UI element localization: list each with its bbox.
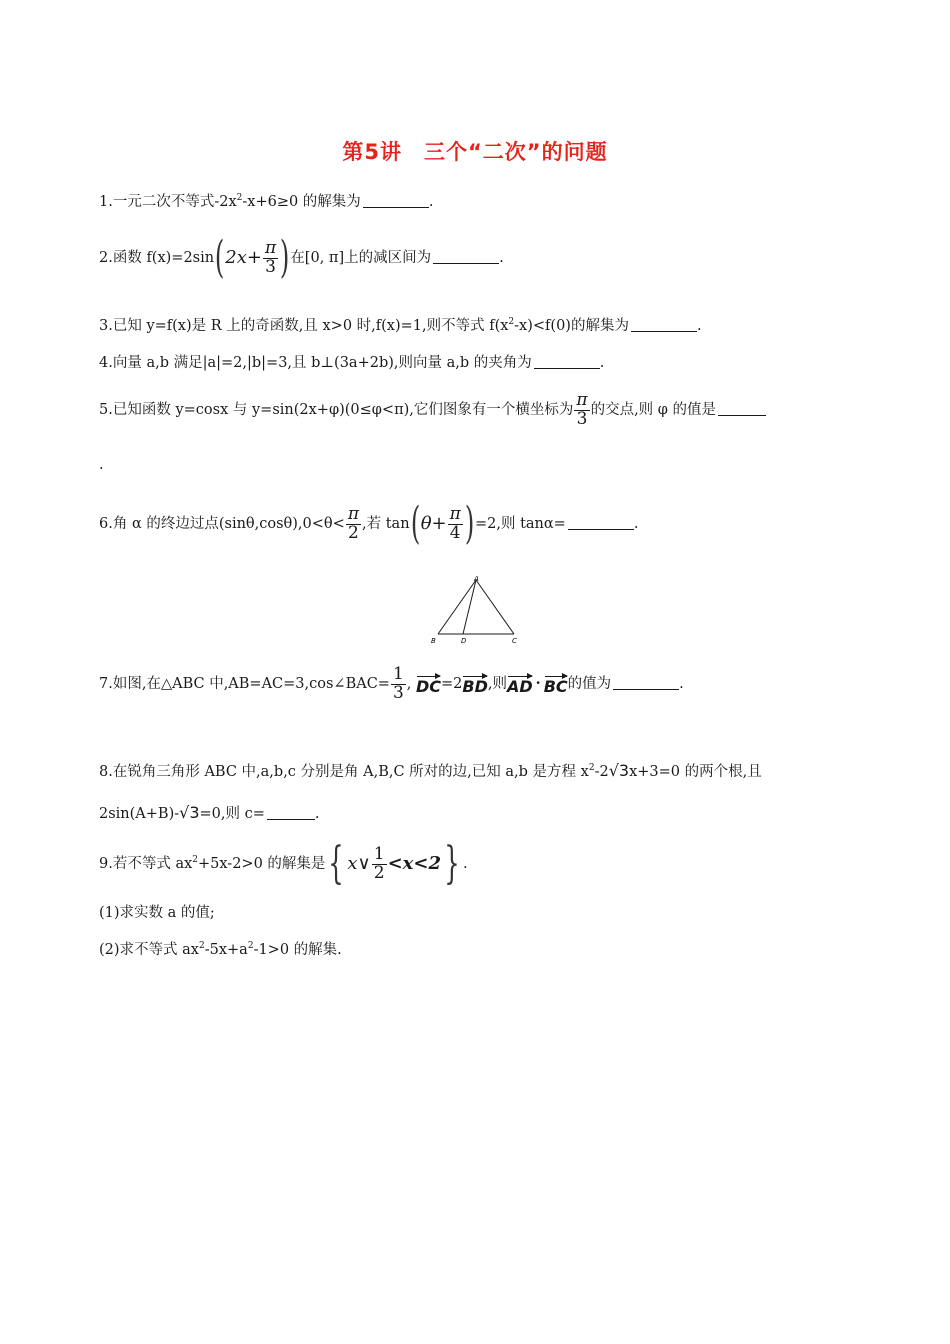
q6-text: 6.角 α 的终边过点(sinθ,cosθ),0<θ<	[99, 515, 345, 532]
q3-period: .	[696, 318, 702, 334]
question-5	[99, 392, 766, 429]
question-4	[99, 356, 604, 371]
frac-den: 3	[576, 408, 588, 429]
q5-fraction	[574, 392, 589, 429]
q1-period: .	[428, 194, 434, 210]
label-b: B	[431, 637, 436, 645]
q1-text-post: -x+6≥0 的解集为	[242, 194, 361, 210]
q7-text-post: 的值为	[567, 676, 612, 693]
question-2	[99, 232, 504, 283]
q9-part-2-exponent-2: 2	[247, 941, 254, 951]
q3-text: 3.已知 y=f(x)是 R 上的奇函数,且 x>0 时,f(x)=1,则不等式 f(x	[99, 318, 509, 334]
answer-blank-3[interactable]	[631, 319, 697, 332]
q3-text-post: -x)<f(0)的解集为	[514, 318, 629, 334]
q9-exponent: 2	[192, 855, 198, 865]
answer-blank-1[interactable]	[363, 195, 429, 208]
right-paren: )	[280, 232, 290, 283]
sqrt-three: √3	[608, 761, 630, 780]
q8-exponent: 2	[588, 763, 595, 773]
q9-period: .	[462, 855, 468, 872]
question-7	[99, 666, 684, 703]
q9-part-2-exponent-1: 2	[198, 941, 205, 951]
q9-text-post: +5x-2>0 的解集是	[198, 855, 326, 872]
answer-blank-2[interactable]	[433, 251, 499, 264]
frac-num: 1	[392, 664, 404, 684]
q8-text-line2: 2sin(A+B)-	[99, 806, 180, 822]
q9-fraction	[372, 843, 387, 883]
q4-text: 4.向量 a,b 满足|a|=2,|b|=3,且 b⊥(3a+2b),则向量 a,b 的夹角为	[99, 355, 532, 371]
page-title: 第5讲 三个“二次”的问题	[342, 140, 608, 164]
q2-inner: 2x+	[225, 247, 262, 268]
label-d: D	[461, 637, 467, 645]
q9-part-2-mid: -5x+a	[204, 942, 248, 958]
q9-set-b: <x<2	[387, 853, 441, 874]
label-a: A	[474, 575, 479, 583]
q8-period: .	[314, 806, 320, 822]
q6-inner: θ+	[420, 513, 447, 534]
triangle-figure	[428, 574, 520, 646]
vector-bc: BC	[544, 673, 568, 695]
vector-ad: AD	[507, 673, 533, 695]
q7-then: ,则	[487, 676, 507, 693]
q8-text-line2-post: =0,则 c=	[199, 806, 265, 822]
q5-period: .	[99, 457, 104, 473]
question-9-part-1	[99, 906, 215, 921]
answer-blank-5[interactable]	[718, 403, 766, 416]
question-3	[99, 318, 702, 334]
q7-comma: ,	[406, 676, 412, 693]
q1-exponent: 2	[236, 193, 243, 203]
q2-text-post: 在[0, π]上的减区间为	[290, 249, 432, 266]
q5-text: 5.已知函数 y=cosx 与 y=sin(2x+φ)(0≤φ<π),它们图象有一个横坐标为	[99, 402, 574, 419]
frac-den: 3	[265, 256, 276, 277]
segment-ad	[463, 580, 476, 634]
q2-fraction	[263, 237, 278, 277]
q9-set-a: x∨	[347, 853, 371, 874]
question-6	[99, 498, 639, 549]
frac-den: 2	[347, 522, 359, 543]
q1-text: 1.一元二次不等式-2x	[99, 194, 237, 210]
frac-num: 1	[373, 843, 385, 864]
frac-num: π	[264, 237, 277, 258]
q6-fraction-2	[448, 503, 463, 543]
edge-ab	[438, 580, 476, 634]
dot-product-symbol: ·	[535, 675, 541, 693]
q6-fraction-1	[346, 503, 361, 543]
question-9	[99, 838, 468, 889]
frac-num: π	[576, 390, 588, 410]
label-c: C	[512, 637, 517, 645]
vector-bd: BD	[462, 673, 487, 695]
q6-text-post: =2,则 tanα=	[474, 515, 566, 532]
q8-text-post: x+3=0 的两个根,且	[629, 764, 762, 780]
q9-part-2-post: -1>0 的解集.	[253, 942, 342, 958]
q8-text-mid: -2	[594, 764, 609, 780]
question-8-line-2	[99, 805, 320, 822]
answer-blank-7[interactable]	[613, 677, 679, 690]
answer-blank-8[interactable]	[267, 807, 315, 820]
q8-text: 8.在锐角三角形 ABC 中,a,b,c 分别是角 A,B,C 所对的边,已知 a,b 是方程 x	[99, 764, 589, 780]
q6-text-mid: ,若 tan	[362, 515, 410, 532]
q7-period: .	[679, 676, 684, 693]
frac-den: 4	[449, 522, 461, 543]
left-brace: {	[328, 838, 345, 889]
q2-text: 2.函数 f(x)=2sin	[99, 249, 215, 266]
vector-dc: DC	[416, 673, 441, 695]
answer-blank-4[interactable]	[534, 356, 600, 369]
question-9-part-2	[99, 942, 342, 958]
frac-den: 2	[373, 862, 385, 883]
q5-text-post: 的交点,则 φ 的值是	[590, 402, 717, 419]
question-1	[99, 194, 433, 210]
right-brace: }	[444, 838, 460, 889]
q3-exponent: 2	[508, 317, 515, 327]
left-paren: (	[410, 498, 420, 549]
q2-period: .	[499, 250, 504, 266]
q4-period: .	[599, 355, 605, 371]
q9-part-1-text: (1)求实数 a 的值;	[99, 905, 215, 921]
frac-den: 3	[392, 682, 404, 703]
q7-text: 7.如图,在△ABC 中,AB=AC=3,cos∠BAC=	[99, 676, 390, 693]
answer-blank-6[interactable]	[568, 517, 634, 530]
q7-fraction	[391, 666, 406, 703]
q7-eq: =2	[441, 676, 463, 693]
frac-num: π	[449, 503, 461, 524]
left-paren: (	[214, 232, 225, 283]
q9-text: 9.若不等式 ax	[99, 855, 193, 872]
question-8	[99, 763, 762, 780]
sqrt-three: √3	[179, 803, 200, 822]
edge-ac	[476, 580, 514, 634]
q6-period: .	[633, 515, 639, 532]
q5-period-line	[99, 458, 104, 473]
frac-num: π	[347, 503, 359, 524]
q9-part-2-text: (2)求不等式 ax	[99, 942, 199, 958]
right-paren: )	[464, 498, 475, 549]
